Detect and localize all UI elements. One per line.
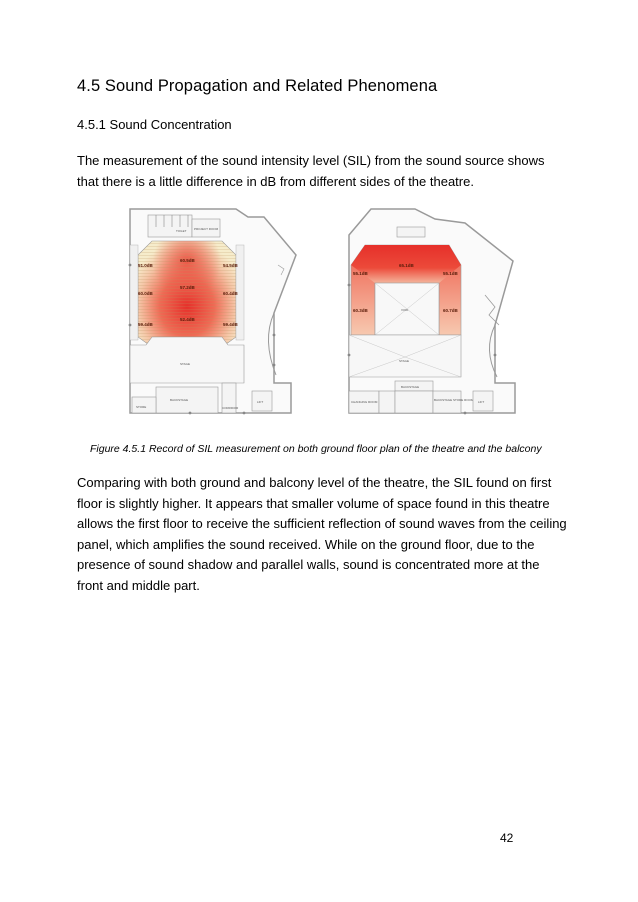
ground-sil-label: 60.5dB — [180, 258, 195, 263]
figure-caption: Figure 4.5.1 Record of SIL measurement on both ground floor plan of the theatre and the balcony — [90, 443, 542, 455]
void-label: VOID — [401, 308, 409, 312]
ground-sil-label: 57.2dB — [180, 285, 195, 290]
stage-label: STAGE — [399, 359, 409, 363]
discussion-paragraph: Comparing with both ground and balcony level of the theatre, the SIL found on first floor is slightly higher. It appears that smaller volume of space found in this theatre allows the first floor to receive the sufficient reflection of sound waves from the ceiling panel, which amplifies the sound received. While on the ground floor, due to the presence of sound shadow and parallel walls, sound is concentrated more at the front and middle part. — [77, 475, 567, 593]
ground-sil-label: 60.4dB — [223, 291, 238, 296]
stage-area — [349, 335, 461, 377]
lift-label: LIFT — [257, 400, 264, 404]
store-room-label: BACKSTAGE STORE ROOM — [434, 398, 474, 402]
balcony-sil-label: 60.3dB — [353, 308, 368, 313]
ground-sil-label: 51.0dB — [138, 263, 153, 268]
ground-sil-label: 52.4dB — [180, 317, 195, 322]
balcony-sil-label: 55.1dB — [353, 271, 368, 276]
ground-floor-plan-svg — [126, 205, 304, 415]
intro-paragraph: The measurement of the sound intensity level (SIL) from the sound source shows that there is a little difference in dB from different sides of the theatre. — [77, 153, 545, 189]
store-label: STORE — [136, 405, 147, 409]
ground-sil-label: 59.4dB — [223, 322, 238, 327]
subsection-heading: 4.5.1 Sound Concentration — [77, 117, 232, 132]
balcony-sil-label: 65.1dB — [399, 263, 414, 268]
backstage-store-room — [433, 391, 461, 413]
backstage-label: BACKSTAGE — [170, 398, 189, 402]
backstage-label: BACKSTAGE — [401, 385, 420, 389]
stage-label: STAGE — [180, 362, 190, 366]
toilet-label: TOILET — [176, 229, 187, 233]
toilet-room — [148, 215, 192, 237]
lift-label: LIFT — [478, 400, 485, 404]
ground-sil-label: 60.0dB — [138, 291, 153, 296]
balcony-plan — [345, 205, 520, 415]
page-number: 42 — [500, 831, 514, 845]
ground-floor-plan — [126, 205, 304, 415]
corridor-label: CORRIDOR — [222, 406, 239, 410]
section-heading: 4.5 Sound Propagation and Related Phenomena — [77, 77, 438, 95]
stage-area — [130, 337, 244, 383]
balcony-plan-svg — [345, 205, 520, 415]
project-room-label: PROJECT ROOM — [194, 227, 219, 231]
balcony-sil-label: 60.7dB — [443, 308, 458, 313]
ground-sil-label: 59.4dB — [138, 322, 153, 327]
ground-sil-label: 54.5dB — [223, 263, 238, 268]
changing-room-label: CHANGING ROOM — [351, 400, 378, 404]
balcony-sil-label: 55.1dB — [443, 271, 458, 276]
